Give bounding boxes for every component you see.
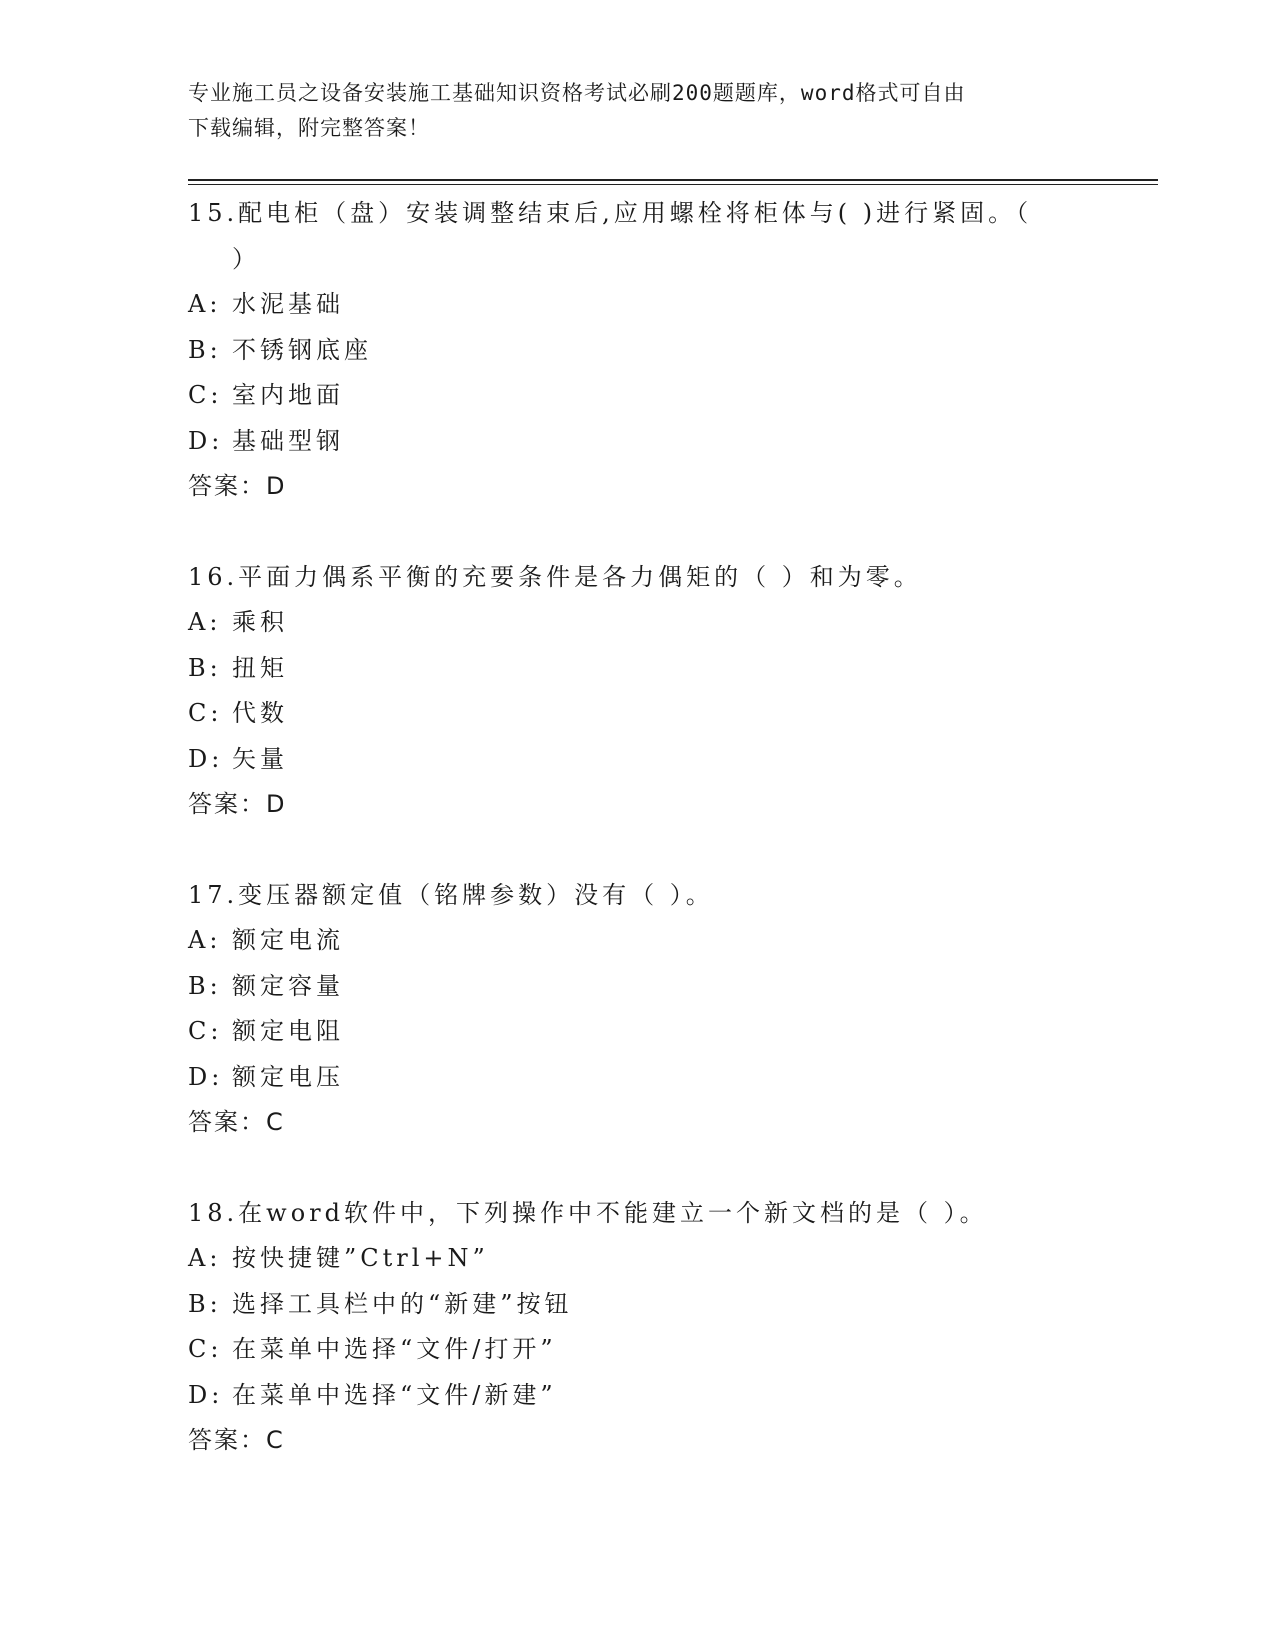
option-key: A: xyxy=(188,608,222,636)
option-key: B: xyxy=(188,971,222,1000)
option-text: 额定电压 xyxy=(232,1062,344,1091)
option-c xyxy=(188,373,1158,419)
option-key: D: xyxy=(188,1062,224,1091)
option-key: B: xyxy=(188,335,222,364)
option-d xyxy=(188,737,1158,783)
answer: 答案：C xyxy=(188,1108,285,1136)
option-b xyxy=(188,964,1158,1010)
option-key: C: xyxy=(188,1335,223,1363)
option-key: A: xyxy=(188,926,222,954)
option-key: B: xyxy=(188,653,222,682)
option-a xyxy=(188,600,1158,646)
header-line-2: 下载编辑，附完整答案！ xyxy=(188,116,430,140)
question-16 xyxy=(188,555,1158,828)
question-stem-continued: ） xyxy=(232,244,260,273)
option-text: 扭矩 xyxy=(232,653,288,682)
question-stem: 18.在word软件中，下列操作中不能建立一个新文档的是（ ）。 xyxy=(188,1198,988,1227)
option-key: D: xyxy=(188,744,224,773)
option-c xyxy=(188,691,1158,737)
answer: 答案：D xyxy=(188,472,287,500)
option-text: 室内地面 xyxy=(232,381,344,409)
option-key: D: xyxy=(188,1380,224,1409)
option-text: 矢量 xyxy=(232,744,288,773)
option-b xyxy=(188,646,1158,692)
option-text: 代数 xyxy=(232,699,288,727)
option-c xyxy=(188,1327,1158,1373)
option-text: 在菜单中选择“文件/打开” xyxy=(232,1335,557,1363)
option-text: 额定电流 xyxy=(232,926,344,954)
question-list xyxy=(188,191,1158,1509)
option-text: 按快捷键”Ctrl+N” xyxy=(232,1244,489,1272)
option-b xyxy=(188,1282,1158,1328)
question-stem: 16.平面力偶系平衡的充要条件是各力偶矩的（ ）和为零。 xyxy=(188,562,922,591)
header-divider-thin xyxy=(188,184,1158,185)
document-header xyxy=(188,76,1088,146)
option-text: 在菜单中选择“文件/新建” xyxy=(232,1380,557,1409)
header-divider-thick xyxy=(188,179,1158,181)
option-a xyxy=(188,1236,1158,1282)
question-stem: 15.配电柜（盘）安装调整结束后,应用螺栓将柜体与( )进行紧固。（ xyxy=(188,199,1033,227)
question-18 xyxy=(188,1191,1158,1464)
option-key: C: xyxy=(188,381,223,409)
option-a xyxy=(188,282,1158,328)
option-d xyxy=(188,419,1158,465)
option-key: D: xyxy=(188,426,224,455)
option-text: 不锈钢底座 xyxy=(232,335,372,364)
option-c xyxy=(188,1009,1158,1055)
option-text: 额定电阻 xyxy=(232,1017,344,1045)
option-text: 基础型钢 xyxy=(232,426,344,455)
question-15 xyxy=(188,191,1158,510)
option-b xyxy=(188,328,1158,374)
option-d xyxy=(188,1373,1158,1419)
option-text: 额定容量 xyxy=(232,971,344,1000)
question-stem: 17.变压器额定值（铭牌参数）没有（ ）。 xyxy=(188,880,714,909)
option-key: C: xyxy=(188,699,223,727)
option-key: C: xyxy=(188,1017,223,1045)
question-17 xyxy=(188,873,1158,1146)
option-d xyxy=(188,1055,1158,1101)
option-text: 乘积 xyxy=(232,608,288,636)
header-line-1: 专业施工员之设备安装施工基础知识资格考试必刷200题题库，word格式可自由 xyxy=(188,81,966,105)
option-text: 水泥基础 xyxy=(232,290,344,318)
option-text: 选择工具栏中的“新建”按钮 xyxy=(232,1289,573,1318)
answer: 答案：D xyxy=(188,790,287,818)
option-key: A: xyxy=(188,290,222,318)
answer: 答案：C xyxy=(188,1426,285,1454)
option-key: B: xyxy=(188,1289,222,1318)
option-a xyxy=(188,918,1158,964)
option-key: A: xyxy=(188,1244,222,1272)
